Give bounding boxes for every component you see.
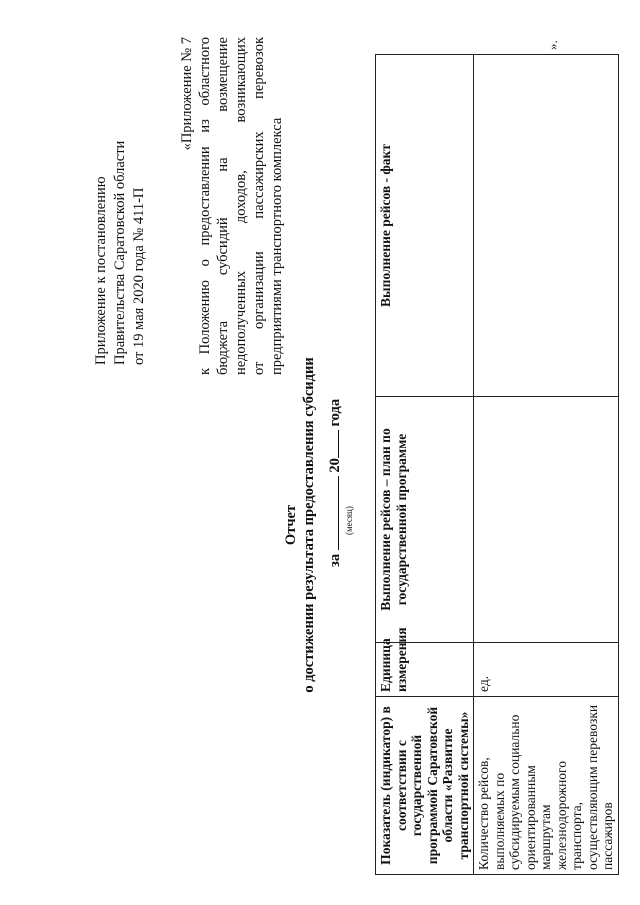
month-blank xyxy=(338,476,339,550)
appendix7-block xyxy=(178,37,286,375)
cell-indicator: Количество рейсов, выполняемых по субсидируемым социально ориентированным маршрутам железнодорожного транспорта, осуществляющим перевозки пассажиров xyxy=(474,697,619,875)
appendix-resolution-line: от 19 мая 2020 года № 411-П xyxy=(131,187,147,365)
cell-fact xyxy=(474,55,619,397)
report-title: Отчет xyxy=(283,504,299,546)
appendix-resolution-block xyxy=(92,141,149,365)
appendix7-title: «Приложение № 7 xyxy=(179,37,195,151)
appendix7-line: бюджета субсидий на возмещение xyxy=(215,37,231,375)
report-subtitle: о достижении результата предоставления субсидии xyxy=(301,357,317,693)
header-unit: Единица измерения xyxy=(376,643,474,697)
period-suffix: года xyxy=(327,398,343,427)
closing-quote: ». xyxy=(545,40,560,50)
table-header-row xyxy=(376,55,474,875)
header-indicator: Показатель (индикатор) в соответствии с государственной программой Саратовской области «Развитие транспортной системы» xyxy=(376,697,474,875)
appendix7-line: предприятиями транспортного комплекса xyxy=(269,117,285,375)
header-fact: Выполнение рейсов - факт xyxy=(376,55,474,397)
report-table xyxy=(375,54,619,875)
cell-unit: ед. xyxy=(474,643,619,697)
report-period xyxy=(327,399,344,567)
period-prefix: за xyxy=(327,553,343,567)
appendix7-line: от организации пассажирских перевозок xyxy=(251,37,267,375)
appendix-resolution-line: Правительства Саратовской области xyxy=(112,140,128,365)
header-plan: Выполнение рейсов – план по государственной программе xyxy=(376,397,474,643)
year-blank xyxy=(338,430,339,458)
report-heading xyxy=(282,295,318,755)
month-hint: (месяц) xyxy=(344,506,354,535)
appendix7-line: к Положению о предоставлении из областного xyxy=(197,37,213,375)
appendix7-line: недополученных доходов, возникающих xyxy=(233,37,249,375)
cell-plan xyxy=(474,397,619,643)
appendix-resolution-line: Приложение к постановлению xyxy=(93,176,109,365)
period-year-prefix: 20 xyxy=(327,458,343,473)
table-row xyxy=(474,55,619,875)
